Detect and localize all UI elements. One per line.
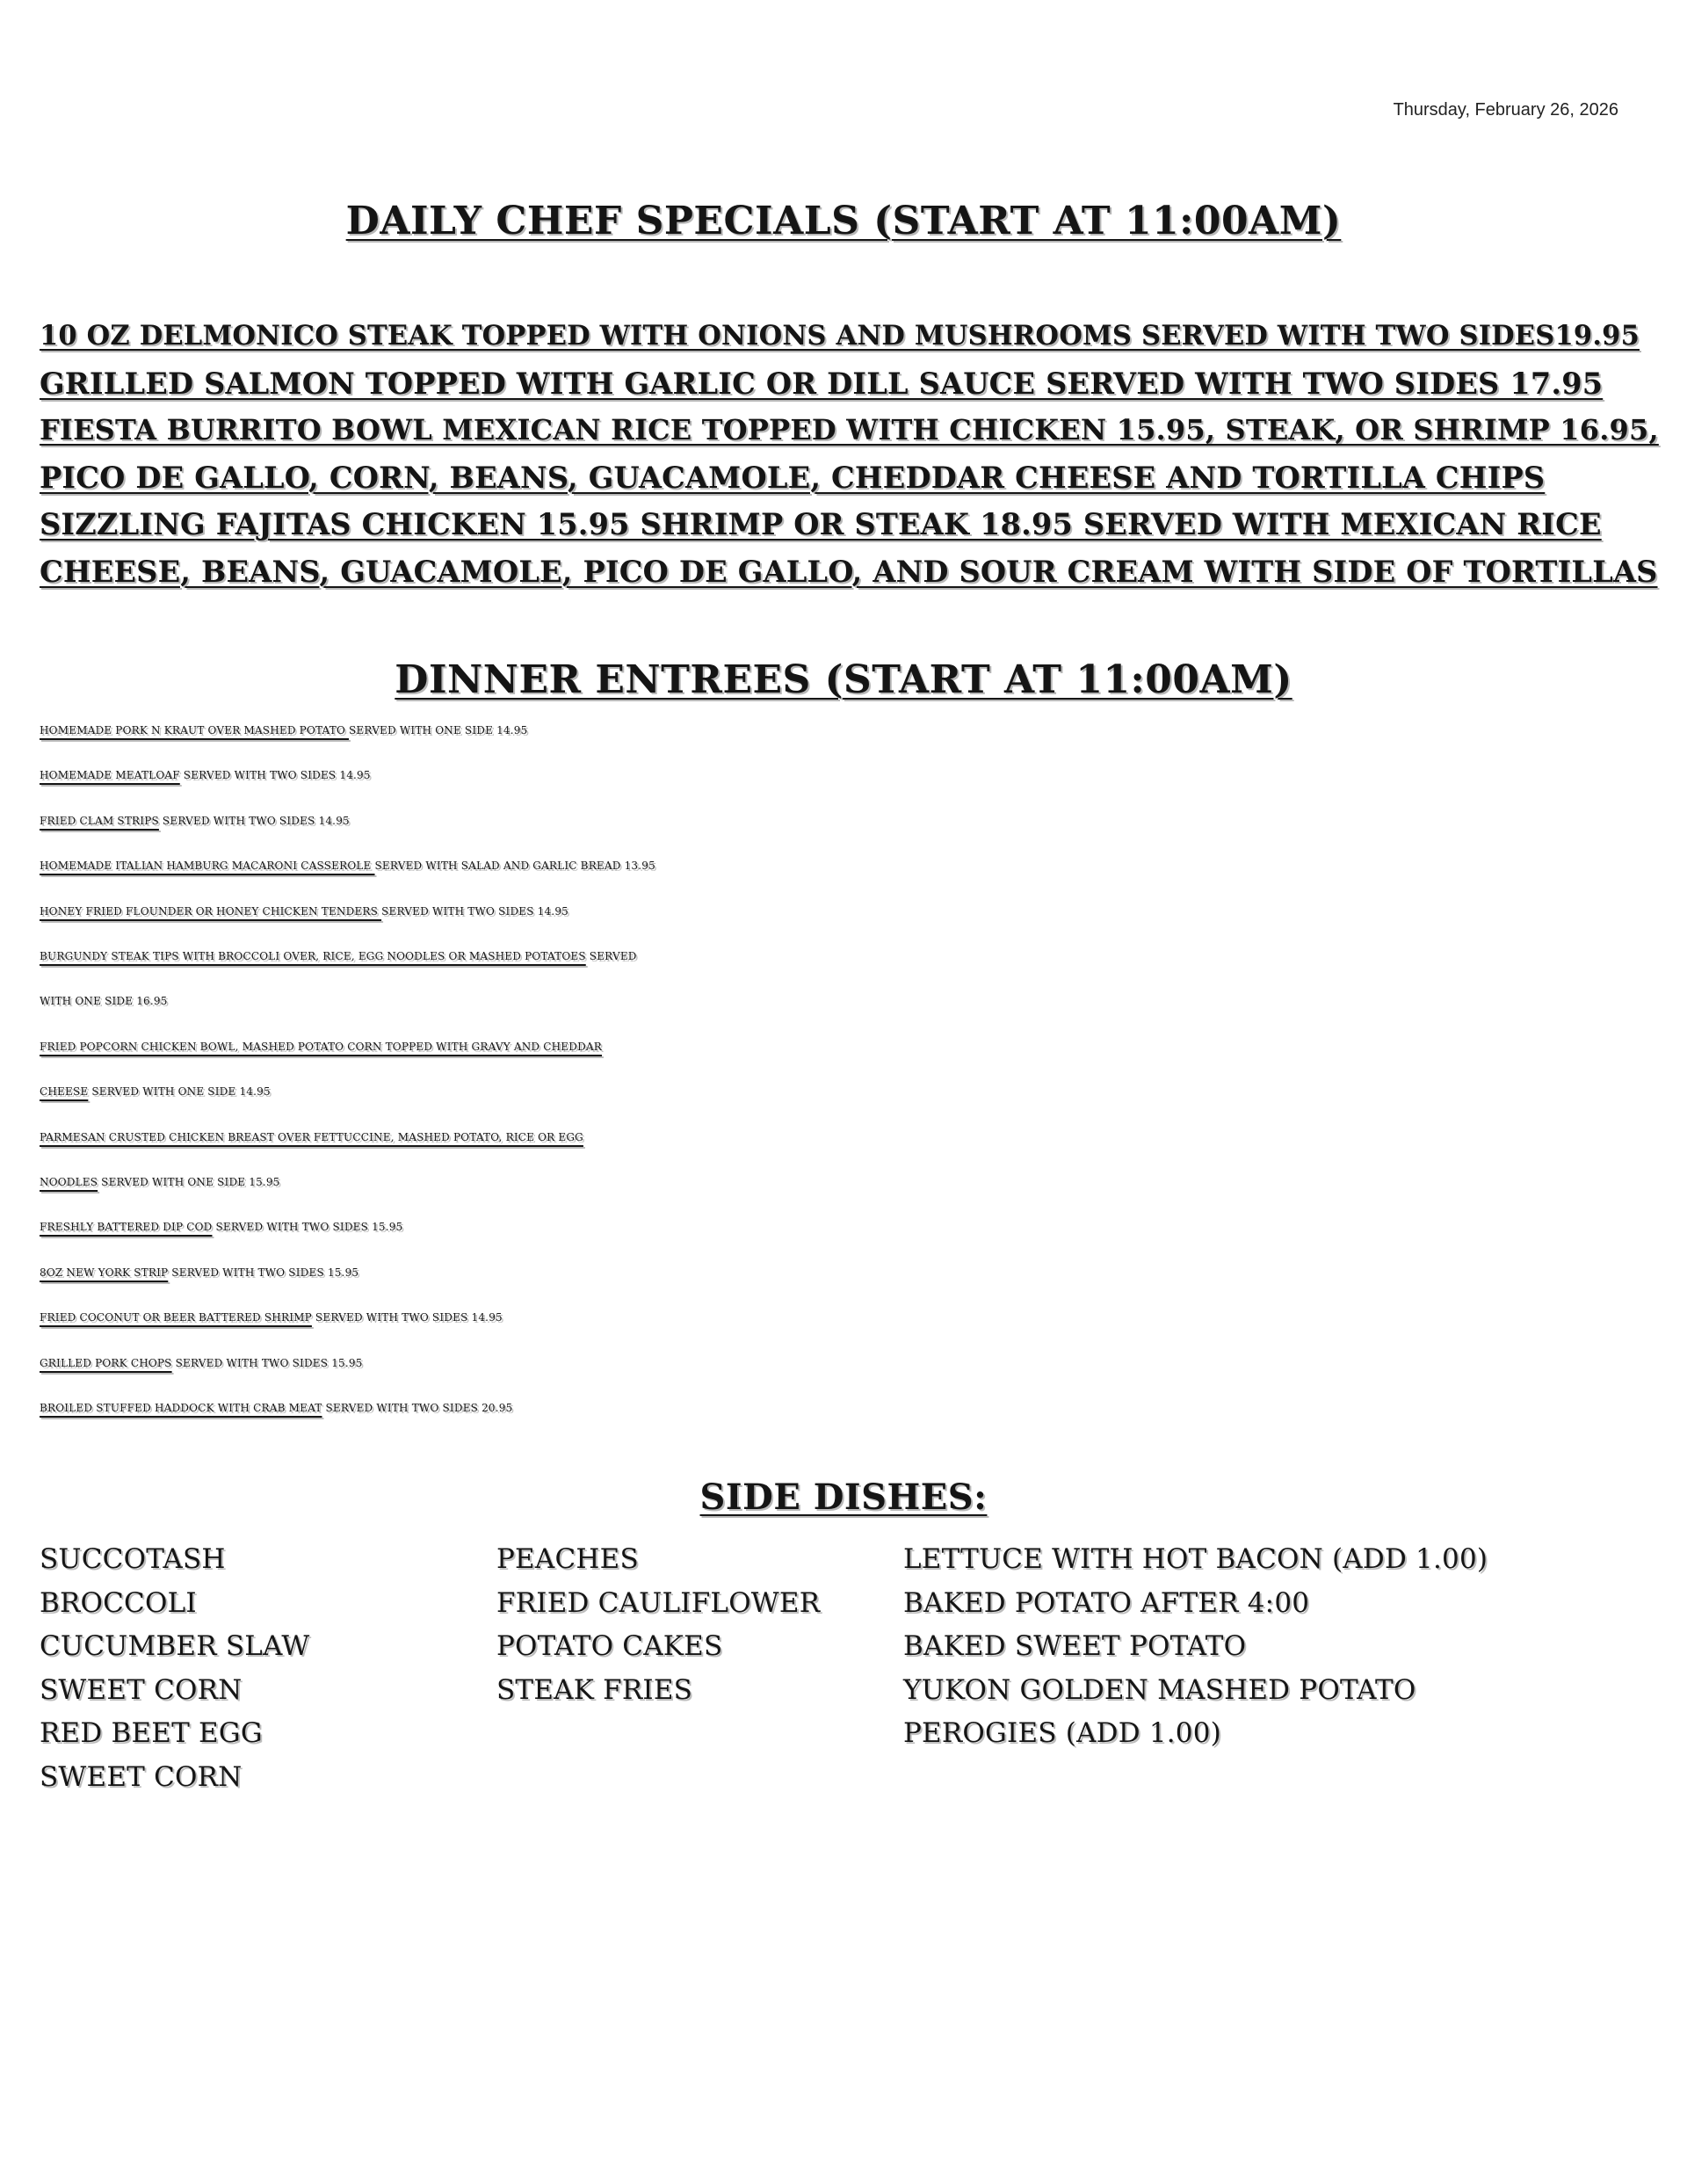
entree-line (40, 934, 1674, 979)
sides-column-2 (496, 1538, 820, 1712)
entree-line (40, 1025, 1674, 1070)
sides-heading: SIDE DISHES: (699, 1477, 988, 1518)
entree-detail: SERVED WITH TWO SIDES 15.95 (168, 1266, 359, 1279)
side-item: FRIED CAULIFLOWER (496, 1586, 821, 1619)
side-item: BAKED SWEET POTATO (903, 1630, 1247, 1663)
dinner-heading: DINNER ENTREES (START AT 11:00AM) (395, 657, 1292, 702)
entree-name: FRIED COCONUT OR BEER BATTERED SHRIMP (40, 1311, 312, 1324)
entree-detail: SERVED WITH TWO SIDES 15.95 (171, 1356, 363, 1369)
entree-detail: SERVED WITH SALAD AND GARLIC BREAD 13.95 (374, 860, 655, 873)
side-item: POTATO CAKES (496, 1630, 723, 1663)
entree-line (40, 1295, 1674, 1340)
entree-detail: SERVED WITH TWO SIDES 14.95 (158, 814, 350, 827)
side-dishes (0, 1538, 1687, 1828)
side-item: YUKON GOLDEN MASHED POTATO (903, 1673, 1416, 1706)
special-line: FIESTA BURRITO BOWL MEXICAN RICE TOPPED WITH CHICKEN 15.95, STEAK, OR SHRIMP 16.95, (40, 413, 1659, 446)
entree-name: 8OZ NEW YORK STRIP (40, 1266, 169, 1279)
entree-name: BURGUNDY STEAK TIPS WITH BROCCOLI OVER, RICE, EGG NOODLES OR MASHED POTATOES (40, 950, 586, 963)
side-item: SWEET CORN (40, 1673, 243, 1706)
specials-heading: DAILY CHEF SPECIALS (START AT 11:00AM) (345, 199, 1342, 243)
entree-name: FRIED CLAM STRIPS (40, 814, 159, 827)
entree-name: HONEY FRIED FLOUNDER OR HONEY CHICKEN TENDERS (40, 904, 382, 918)
entree-detail: SERVED WITH ONE SIDE 15.95 (98, 1176, 280, 1189)
side-item: RED BEET EGG (40, 1717, 263, 1750)
entree-line (40, 1070, 1674, 1114)
entree-line (40, 1251, 1674, 1295)
side-item: PEACHES (496, 1543, 639, 1575)
entree-detail: SERVED (585, 950, 637, 963)
entree-name: PARMESAN CRUSTED CHICKEN BREAST OVER FETTUCCINE, MASHED POTATO, RICE OR EGG (40, 1130, 583, 1143)
side-item: SUCCOTASH (40, 1543, 226, 1575)
entree-line (40, 1160, 1674, 1205)
entree-line (40, 799, 1674, 844)
special-line: SIZZLING FAJITAS CHICKEN 15.95 SHRIMP OR STEAK 18.95 SERVED WITH MEXICAN RICE (40, 507, 1602, 541)
menu-date: Thursday, February 26, 2026 (1393, 100, 1618, 120)
specials-list (40, 313, 1659, 595)
entree-line (40, 844, 1674, 889)
dinner-entrees-list (40, 708, 1674, 1432)
entree-name: FRESHLY BATTERED DIP COD (40, 1221, 213, 1234)
entree-detail: WITH ONE SIDE 16.95 (40, 995, 168, 1008)
entree-detail: SERVED WITH TWO SIDES 14.95 (179, 769, 371, 782)
special-line: PICO DE GALLO, CORN, BEANS, GUACAMOLE, CHEDDAR CHEESE AND TORTILLA CHIPS (40, 460, 1546, 495)
side-item: SWEET CORN (40, 1760, 243, 1793)
entree-name: HOMEMADE ITALIAN HAMBURG MACARONI CASSEROLE (40, 860, 375, 873)
sides-column-3 (903, 1538, 1488, 1756)
entree-detail: SERVED WITH ONE SIDE 14.95 (88, 1085, 271, 1099)
entree-detail: SERVED WITH TWO SIDES 14.95 (311, 1311, 503, 1324)
entree-detail: SERVED WITH TWO SIDES 14.95 (381, 904, 569, 918)
side-item: PEROGIES (ADD 1.00) (903, 1717, 1221, 1750)
entree-detail: SERVED WITH TWO SIDES 15.95 (212, 1221, 403, 1234)
special-line: CHEESE, BEANS, GUACAMOLE, PICO DE GALLO, AND SOUR CREAM WITH SIDE OF TORTILLAS (40, 554, 1658, 589)
side-item: BROCCOLI (40, 1586, 197, 1619)
sides-column-1 (40, 1538, 309, 1800)
entree-line (40, 708, 1674, 753)
entree-line (40, 889, 1674, 934)
entree-name: HOMEMADE PORK N KRAUT OVER MASHED POTATO (40, 724, 349, 736)
entree-line (40, 1205, 1674, 1250)
entree-line (40, 1115, 1674, 1160)
entree-name: HOMEMADE MEATLOAF (40, 769, 180, 782)
side-item: STEAK FRIES (496, 1673, 693, 1706)
entree-name: FRIED POPCORN CHICKEN BOWL, MASHED POTATO CORN TOPPED WITH GRAVY AND CHEDDAR (40, 1040, 602, 1053)
entree-detail: SERVED WITH ONE SIDE 14.95 (349, 724, 528, 736)
entree-name: GRILLED PORK CHOPS (40, 1356, 172, 1369)
entree-line (40, 979, 1674, 1024)
entree-name: BROILED STUFFED HADDOCK WITH CRAB MEAT (40, 1402, 322, 1415)
side-item: BAKED POTATO AFTER 4:00 (903, 1586, 1310, 1619)
entree-name: NOODLES (40, 1176, 98, 1189)
entree-line (40, 1386, 1674, 1431)
entree-line (40, 1341, 1674, 1386)
entree-name: CHEESE (40, 1085, 89, 1099)
entree-detail: SERVED WITH TWO SIDES 20.95 (322, 1402, 513, 1415)
side-item: CUCUMBER SLAW (40, 1630, 310, 1663)
special-line: 10 OZ DELMONICO STEAK TOPPED WITH ONIONS AND MUSHROOMS SERVED WITH TWO SIDES19.95 (40, 320, 1640, 352)
side-item: LETTUCE WITH HOT BACON (ADD 1.00) (903, 1543, 1488, 1575)
entree-line (40, 753, 1674, 798)
special-line: GRILLED SALMON TOPPED WITH GARLIC OR DILL SAUCE SERVED WITH TWO SIDES 17.95 (40, 366, 1604, 401)
